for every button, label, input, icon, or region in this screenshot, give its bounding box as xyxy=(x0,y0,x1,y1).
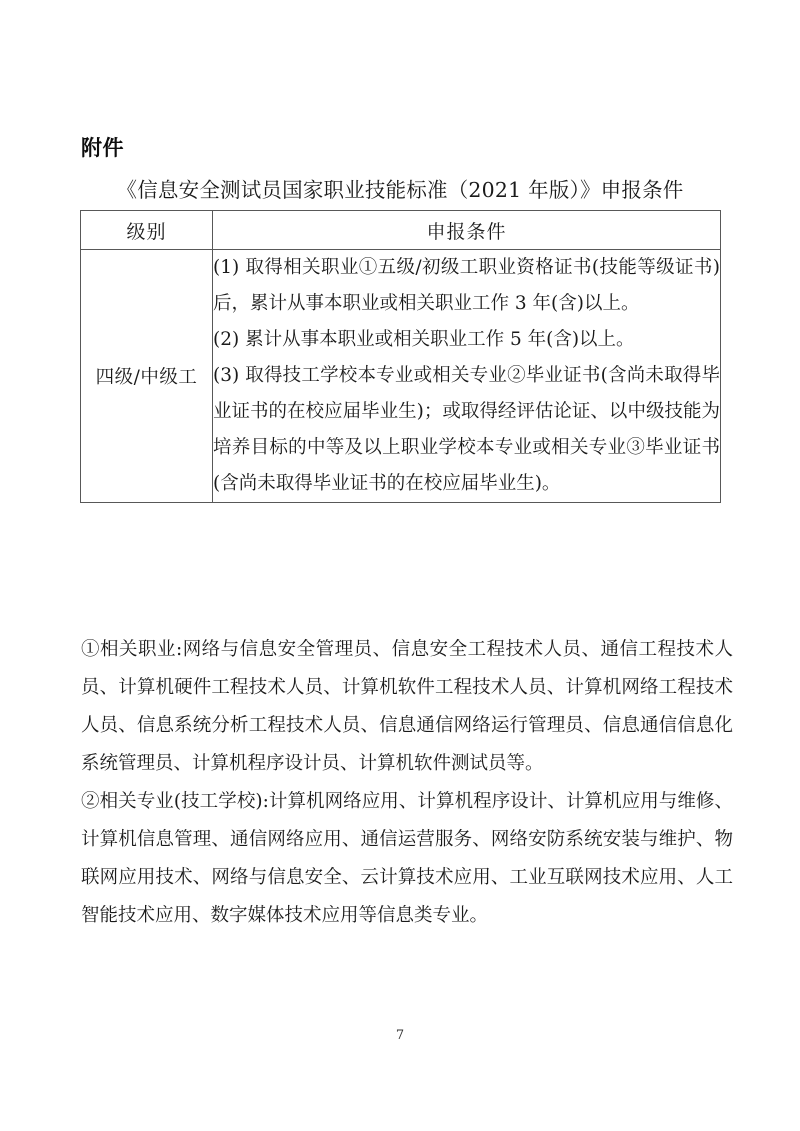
attachment-label: 附件 xyxy=(81,136,124,160)
requirements-table xyxy=(80,210,721,503)
page-number: 7 xyxy=(395,1028,405,1043)
footnotes-block xyxy=(81,631,733,935)
page-title: 《信息安全测试员国家职业技能标准（2021 年版）》申报条件 xyxy=(116,178,684,202)
column-header-level: 级别 xyxy=(81,211,213,250)
condition-item-1: (1) 取得相关职业①五级/初级工职业资格证书(技能等级证书)后，累计从事本职业或相关职业工作 3 年(含)以上。 xyxy=(213,257,720,314)
cell-conditions xyxy=(213,250,721,503)
footnote-related-majors: ②相关专业(技工学校):计算机网络应用、计算机程序设计、计算机应用与维修、计算机信息管理、通信网络应用、通信运营服务、网络安防系统安装与维护、物联网应用技术、网络与信息安全、云计算技术应用、工业互联网技术应用、人工智能技术应用、数字媒体技术应用等信息类专业。 xyxy=(81,791,733,926)
condition-item-3: (3) 取得技工学校本专业或相关专业②毕业证书(含尚未取得毕业证书的在校应届毕业生)；或取得经评估论证、以中级技能为培养目标的中等及以上职业学校本专业或相关专业③毕业证书(含尚未取得毕业证书的在校应届毕业生)。 xyxy=(213,365,720,494)
column-header-conditions: 申报条件 xyxy=(213,211,721,250)
footnote-related-occupations: ①相关职业:网络与信息安全管理员、信息安全工程技术人员、通信工程技术人员、计算机硬件工程技术人员、计算机软件工程技术人员、计算机网络工程技术人员、信息系统分析工程技术人员、信息通信网络运行管理员、信息通信信息化系统管理员、计算机程序设计员、计算机软件测试员等。 xyxy=(81,639,733,774)
condition-item-2: (2) 累计从事本职业或相关职业工作 5 年(含)以上。 xyxy=(213,329,635,350)
cell-level: 四级/中级工 xyxy=(81,250,213,503)
table-header-row xyxy=(81,211,721,250)
table-row xyxy=(81,250,721,503)
